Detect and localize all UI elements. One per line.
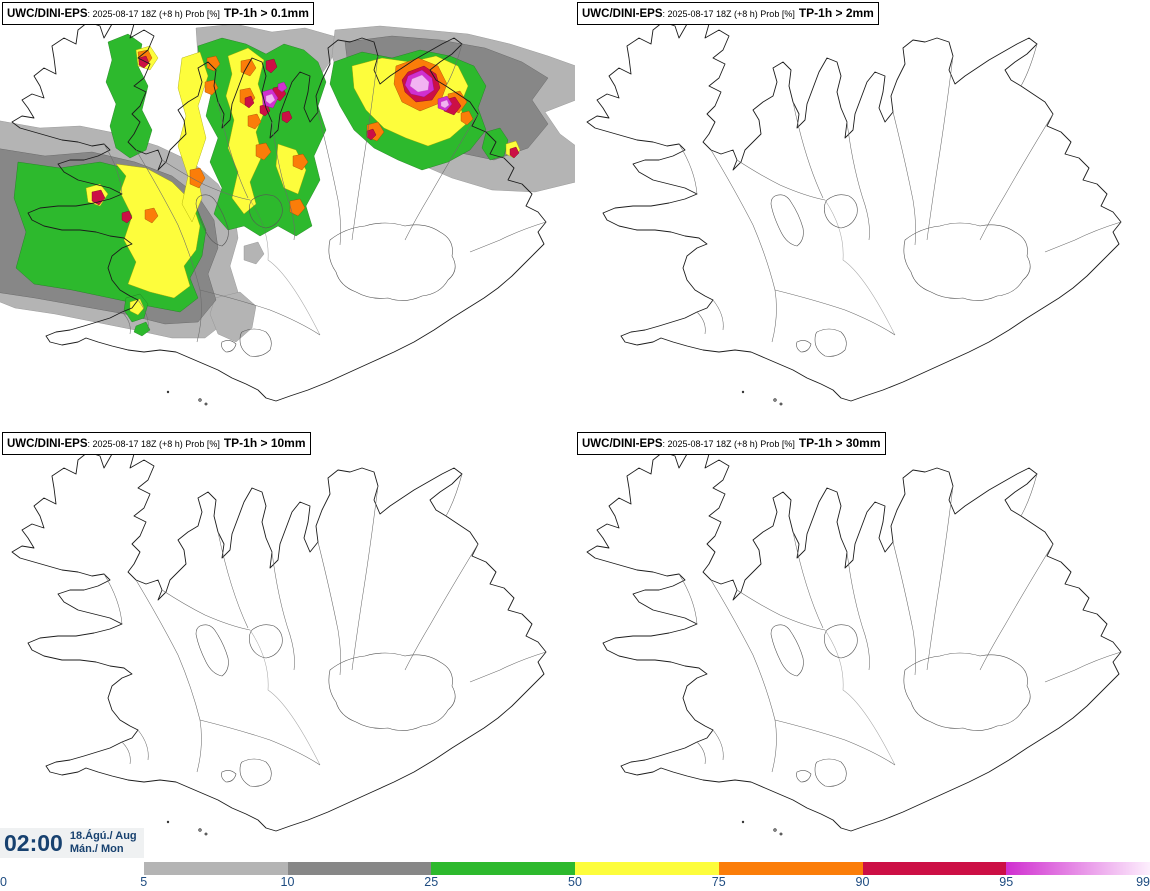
valid-date-block [70, 830, 137, 855]
colorbar-ticks [0, 875, 1150, 891]
colorbar-tick-label: 5 [140, 875, 148, 889]
threshold-label: TP-1h > 10mm [223, 436, 306, 450]
map-panel-tp-30mm [575, 430, 1150, 860]
colorbar-tick-label: 99 [1136, 875, 1150, 889]
iceland-map [0, 0, 575, 430]
colorbar-segment [719, 862, 863, 875]
map-panel-tp-0p1mm [0, 0, 575, 430]
colorbar-tick-label: 25 [424, 875, 439, 889]
run-info: : 2025-08-17 18Z (+8 h) Prob [%] [662, 439, 795, 449]
run-info: : 2025-08-17 18Z (+8 h) Prob [%] [662, 9, 795, 19]
colorbar-segment [431, 862, 575, 875]
colorbar-tick-label: 10 [280, 875, 295, 889]
valid-time-box [0, 828, 144, 858]
colorbar [0, 861, 1150, 891]
colorbar-segment [144, 862, 288, 875]
map-panel-tp-10mm [0, 430, 575, 860]
iceland-map [575, 430, 1150, 860]
run-info: : 2025-08-17 18Z (+8 h) Prob [%] [87, 439, 220, 449]
colorbar-tick-label: 90 [855, 875, 870, 889]
threshold-label: TP-1h > 0.1mm [223, 6, 309, 20]
panel-title [577, 432, 886, 455]
model-label: UWC/DINI-EPS [582, 438, 663, 450]
colorbar-segment [863, 862, 1007, 875]
threshold-label: TP-1h > 2mm [798, 6, 874, 20]
colorbar-tick-label: 50 [568, 875, 582, 889]
run-info: : 2025-08-17 18Z (+8 h) Prob [%] [87, 9, 220, 19]
valid-day: Mán./ Mon [69, 843, 124, 855]
panel-title [577, 2, 879, 25]
colorbar-tick-label: 95 [999, 875, 1014, 889]
panel-title [2, 2, 314, 25]
iceland-map [0, 430, 575, 860]
iceland-map [575, 0, 1150, 430]
colorbar-tick-label: 0 [0, 875, 7, 889]
map-panel-tp-2mm [575, 0, 1150, 430]
model-label: UWC/DINI-EPS [7, 438, 88, 450]
panel-title [2, 432, 311, 455]
colorbar-segment [575, 862, 719, 875]
valid-date: 18.Ágú./ Aug [69, 830, 137, 843]
model-label: UWC/DINI-EPS [7, 8, 88, 20]
threshold-label: TP-1h > 30mm [798, 436, 881, 450]
colorbar-bar [0, 862, 1150, 875]
colorbar-tick-label: 75 [711, 875, 726, 889]
model-label: UWC/DINI-EPS [582, 8, 663, 20]
colorbar-segment [0, 862, 144, 875]
valid-time: 02:00 [4, 829, 63, 856]
colorbar-segment [1006, 862, 1150, 875]
colorbar-segment [288, 862, 432, 875]
